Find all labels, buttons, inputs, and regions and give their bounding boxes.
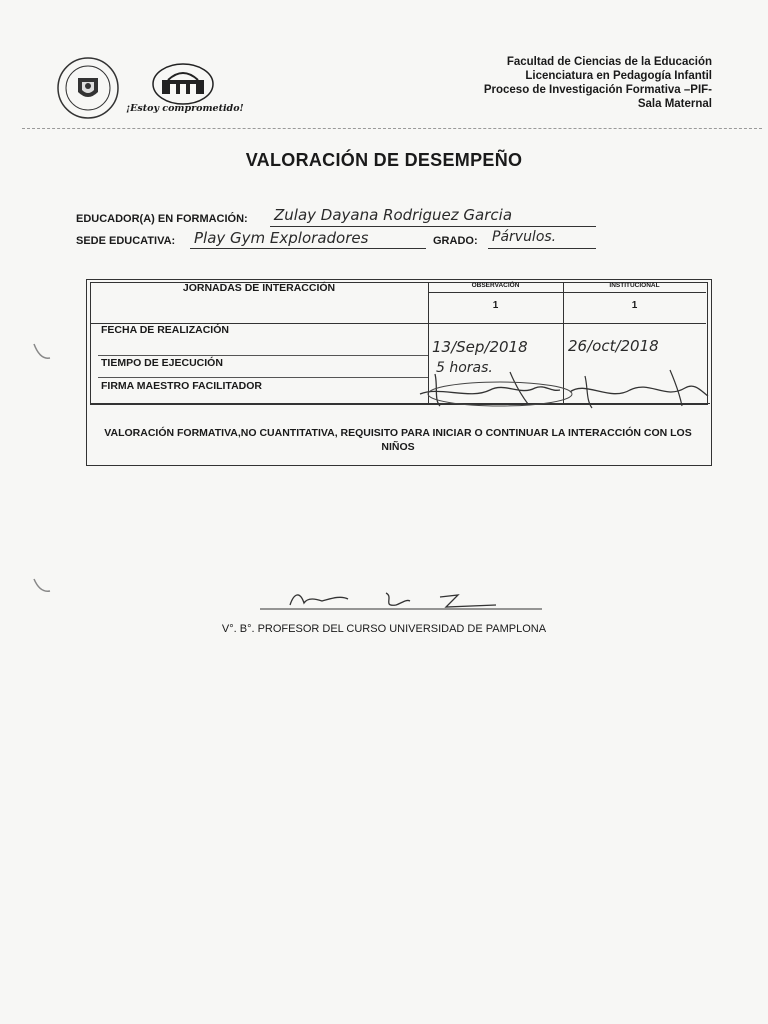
grado-label: GRADO: bbox=[433, 235, 478, 247]
sede-underline bbox=[190, 248, 426, 249]
university-seal-logo bbox=[56, 56, 120, 120]
row-fecha-label: FECHA DE REALIZACIÓN bbox=[101, 324, 229, 336]
notice-text: VALORACIÓN FORMATIVA,NO CUANTITATIVA, REQUISITO PARA INICIAR O CONTINUAR LA INTERACCIÓN CON LOS NIÑOS bbox=[104, 427, 692, 453]
grado-underline bbox=[488, 248, 596, 249]
header-divider bbox=[22, 128, 762, 129]
table-header-label: JORNADAS DE INTERACCIÓN bbox=[182, 282, 336, 294]
col1-header: OBSERVACIÓN bbox=[471, 282, 520, 289]
fecha-observacion[interactable]: 13/Sep/2018 bbox=[432, 338, 528, 356]
facilitator-signatures-image bbox=[410, 366, 710, 410]
educador-value[interactable]: Zulay Dayana Rodriguez Garcia bbox=[274, 206, 513, 224]
page-title: VALORACIÓN DE DESEMPEÑO bbox=[245, 150, 523, 170]
process-name: Proceso de Investigación Formativa –PIF- bbox=[483, 84, 712, 96]
faculty-name: Facultad de Ciencias de la Educación bbox=[506, 56, 712, 68]
footer-caption: V°. B°. PROFESOR DEL CURSO UNIVERSIDAD DE PAMPLONA bbox=[221, 623, 547, 635]
col2-header: INSTITUCIONAL bbox=[609, 282, 660, 289]
row-divider-1 bbox=[98, 355, 428, 356]
professor-signature-image bbox=[260, 585, 542, 613]
col2-number: 1 bbox=[631, 300, 638, 311]
header-block bbox=[484, 55, 712, 111]
row-firma-label: FIRMA MAESTRO FACILITADOR bbox=[101, 380, 262, 392]
row-divider-2 bbox=[98, 377, 428, 378]
grado-value[interactable]: Párvulos. bbox=[492, 229, 557, 245]
sede-label: SEDE EDUCATIVA: bbox=[76, 235, 176, 247]
educador-underline bbox=[270, 226, 596, 227]
row-tiempo-label: TIEMPO DE EJECUCIÓN bbox=[101, 357, 223, 369]
tiempo-observacion[interactable]: 5 horas. bbox=[436, 360, 493, 376]
scan-mark bbox=[30, 340, 54, 364]
faculty-logo bbox=[150, 62, 216, 106]
col1-number: 1 bbox=[492, 300, 499, 311]
subheader-divider bbox=[428, 292, 706, 293]
sede-value[interactable]: Play Gym Exploradores bbox=[194, 229, 369, 247]
fecha-institucional[interactable]: 26/oct/2018 bbox=[568, 337, 659, 355]
slogan-text: ¡Estoy comprometido! bbox=[126, 103, 244, 114]
room-name: Sala Maternal bbox=[637, 98, 712, 110]
educador-label: EDUCADOR(A) EN FORMACIÓN: bbox=[76, 213, 248, 225]
scan-mark bbox=[30, 575, 54, 599]
program-name: Licenciatura en Pedagogía Infantil bbox=[525, 70, 712, 82]
